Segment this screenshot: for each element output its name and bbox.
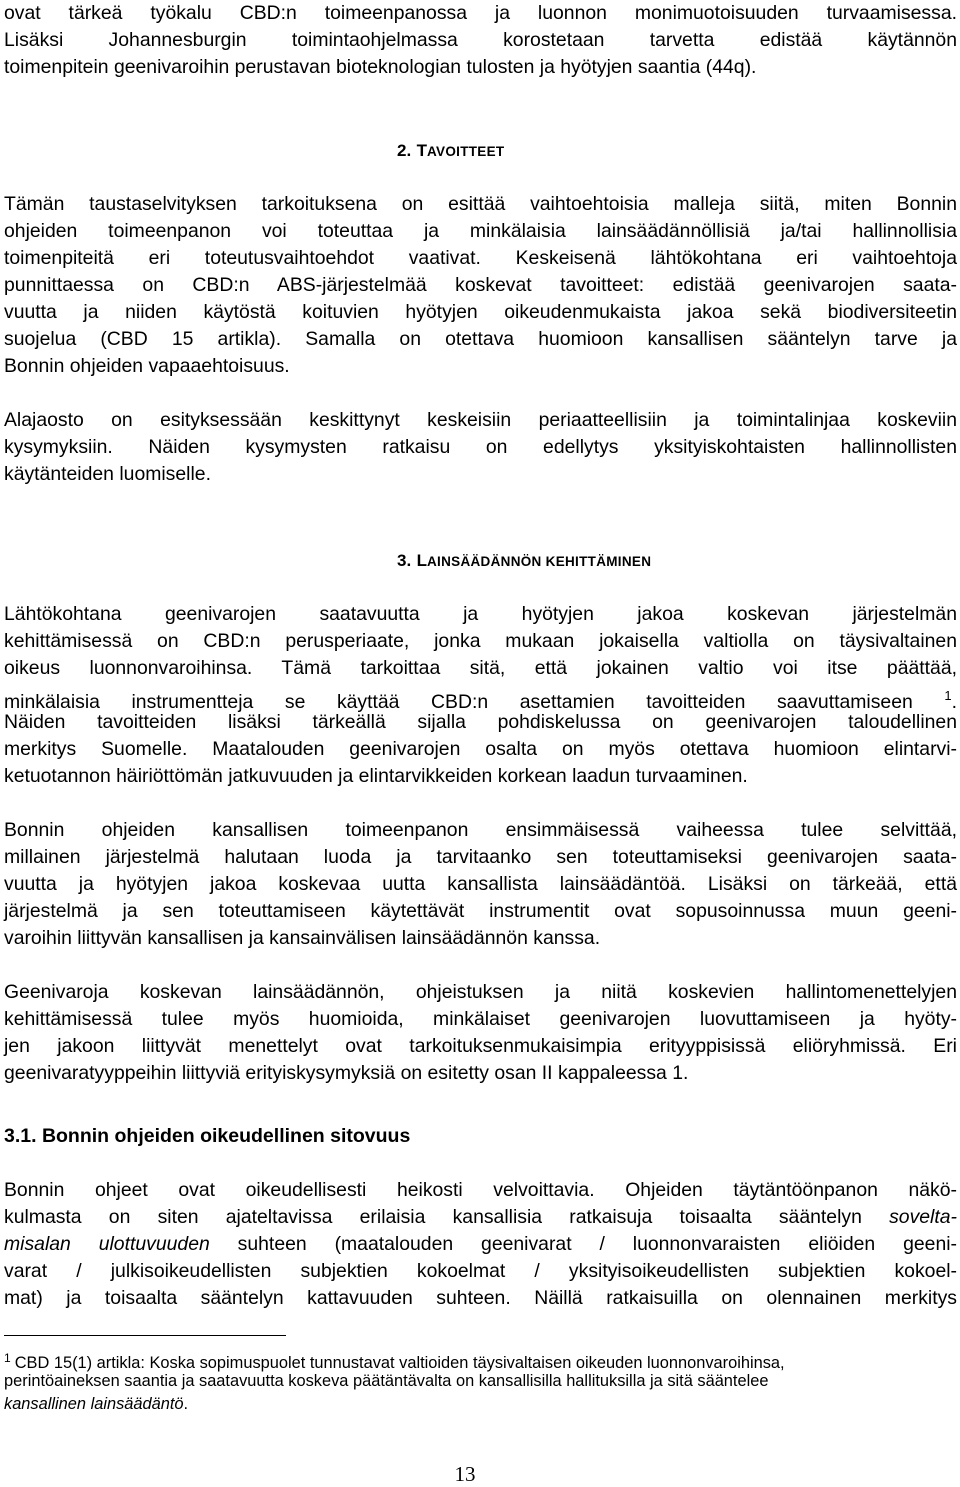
- s31-line-2: [4, 1204, 957, 1231]
- section-3-number: 3.: [397, 551, 412, 570]
- s3-p3-line-2: kehittämisessä tulee myös huomioida, minkälaiset geenivarojen luovuttamiseen ja hyöty-: [4, 1008, 957, 1030]
- s3-p1-line-2: kehittämisessä on CBD:n perusperiaate, jonka mukaan jokaisella valtiolla on täysivaltainen: [4, 630, 957, 652]
- footnote-ref-1[interactable]: 1: [944, 688, 952, 703]
- s3-p3-line-4: geenivaratyyppeihin liittyviä erityiskysymyksiä on esitetty osan II kappaleessa 1.: [4, 1062, 689, 1084]
- section-2-title-initial: T: [416, 141, 427, 160]
- footnote-line-3: [4, 1393, 957, 1416]
- s3-p1-line-5: Näiden tavoitteiden lisäksi tärkeällä sijalla pohdiskelussa on geenivarojen taloudellinen: [4, 711, 957, 733]
- section-2-title: AVOITTEET: [427, 144, 505, 159]
- section-3-1-heading: 3.1. Bonnin ohjeiden oikeudellinen sitovuus: [4, 1125, 411, 1147]
- s3-p1-line-6: merkitys Suomelle. Maatalouden geenivarojen osalta on myös otettava huomioon elintarvi-: [4, 738, 957, 760]
- section-3-title-initial: L: [416, 551, 427, 570]
- s31-line-3-italic: misalan ulottuvuuden: [4, 1233, 210, 1255]
- footnote-line-1-text: CBD 15(1) artikla: Koska sopimuspuolet tunnustavat valtioiden täysivaltaisen oikeuden luonnonvaroihinsa,: [14, 1354, 785, 1372]
- section-3-heading: [397, 547, 651, 575]
- s31-line-1: Bonnin ohjeet ovat oikeudellisesti heikosti velvoittavia. Ohjeiden täytäntöönpanon näkö-: [4, 1179, 957, 1201]
- s2-p1-line-1: Tämän taustaselvityksen tarkoituksena on esittää vaihtoehtoisia malleja siitä, miten Bonnin: [4, 193, 957, 215]
- s2-p2-line-2: kysymyksiin. Näiden kysymysten ratkaisu on edellytys yksityiskohtaisten hallinnollisten: [4, 436, 957, 458]
- s2-p1-line-5: vuutta ja niiden käytöstä koituvien hyötyjen oikeudenmukaista jakoa sekä biodiversiteetin: [4, 301, 957, 323]
- s3-p2-line-2: millainen järjestelmä halutaan luoda ja tarvitaanko sen toteuttamiseksi geenivarojen saata-: [4, 846, 957, 868]
- s2-p2-line-1: Alajaosto on esityksessään keskittynyt keskeisiin periaatteellisiin ja toimintalinjaa koskeviin: [4, 409, 957, 431]
- footnote-number: 1: [4, 1351, 11, 1365]
- s3-p2-line-1: Bonnin ohjeiden kansallisen toimeenpanon ensimmäisessä vaiheessa tulee selvittää,: [4, 819, 957, 841]
- intro-line-1: ovat tärkeä työkalu CBD:n toimeenpanossa ja luonnon monimuotoisuuden turvaamisessa.: [4, 2, 957, 24]
- s3-p2-line-5: varoihin liittyvän kansallisen ja kansainvälisen lainsäädännön kanssa.: [4, 927, 601, 949]
- footnote-ref-trail: .: [951, 691, 957, 713]
- s3-p3-line-1: Geenivaroja koskevan lainsäädännön, ohjeistuksen ja niitä koskevien hallintomenettelyjen: [4, 981, 957, 1003]
- s2-p1-line-2: ohjeiden toimeenpanon voi toteuttaa ja minkälaisia lainsäädännöllisiä ja/tai hallinnollisia: [4, 220, 957, 242]
- s31-line-5: mat) ja toisaalta sääntelyn kattavuuden suhteen. Näillä ratkaisuilla on olennainen merkitys: [4, 1287, 957, 1309]
- intro-line-3: toimenpitein geenivaroihin perustavan bioteknologian tulosten ja hyötyjen saantia (44q).: [4, 56, 757, 78]
- s31-line-2-text: kulmasta on siten ajateltavissa erilaisia kansallisia ratkaisuja toisaalta sääntelyn: [4, 1206, 862, 1228]
- s3-p1-line-4-text: minkälaisia instrumentteja se käyttää CBD:n asettamien tavoitteiden saavuttamiseen: [4, 691, 913, 713]
- s3-p1-line-7: ketuotannon häiriöttömän jatkuvuuden ja elintarvikkeiden korkean laadun turvaaminen.: [4, 765, 748, 787]
- page-number: 13: [454, 1462, 476, 1486]
- s2-p2-line-3: käytänteiden luomiselle.: [4, 463, 211, 485]
- s3-p1-line-3: oikeus luonnonvaroihinsa. Tämä tarkoittaa sitä, että jokainen valtio voi itse päättää,: [4, 657, 957, 679]
- section-2-number: 2.: [397, 141, 412, 160]
- s2-p1-line-4: punnittaessa on CBD:n ABS-järjestelmää koskevat tavoitteet: edistää geenivarojen saata-: [4, 274, 957, 296]
- s2-p1-line-3: toimenpiteitä eri toteutusvaihtoehdot vaativat. Keskeisenä lähtökohtana eri vaihtoehtoja: [4, 247, 957, 269]
- s2-p1-line-6: suojelua (CBD 15 artikla). Samalla on otettava huomioon kansallisen sääntelyn tarve ja: [4, 328, 957, 350]
- s31-line-4: varat / julkisoikeudellisten subjektien kokoelmat / yksityisoikeudellisten subjektien kokoel-: [4, 1260, 957, 1282]
- s31-line-2-italic: soveltа-: [889, 1206, 957, 1228]
- s3-p2-line-3: vuutta ja hyötyjen jakoa koskevaa uutta kansallista lainsäädäntöä. Lisäksi on tärkeää, että: [4, 873, 957, 895]
- s3-p2-line-4: järjestelmä ja sen toteuttamiseen käytettävät instrumentit ovat sopusoinnussa muun geeni-: [4, 900, 957, 922]
- footnote-divider: [4, 1335, 286, 1336]
- s3-p3-line-3: jen jakoon liittyvät menettelyt ovat tarkoituksenmukaisimpia erityyppisissä eliöryhmissä. Eri: [4, 1035, 957, 1057]
- s2-p1-line-7: Bonnin ohjeiden vapaaehtoisuus.: [4, 355, 290, 377]
- s31-line-3: [4, 1231, 957, 1258]
- section-2-heading: [397, 137, 504, 165]
- footnote-line-3-trail: .: [183, 1395, 189, 1413]
- footnote-line-3-italic: kansallinen lainsäädäntö: [4, 1395, 184, 1413]
- s3-p1-line-1: Lähtökohtana geenivarojen saatavuutta ja hyötyjen jakoa koskevan järjestelmän: [4, 603, 957, 625]
- intro-line-2: Lisäksi Johannesburgin toimintaohjelmassa korostetaan tarvetta edistää käytännön: [4, 29, 957, 51]
- section-3-title: AINSÄÄDÄNNÖN KEHITTÄMINEN: [427, 554, 652, 569]
- s31-line-3-text: suhteen (maatalouden geenivarat / luonnonvaraisten eliöiden geeni-: [237, 1233, 957, 1255]
- footnote-line-2: perintöaineksen saantia ja saatavuutta koskeva päätäntävalta on kansallisilla hallituksilla ja sitä sääntelee: [4, 1372, 769, 1390]
